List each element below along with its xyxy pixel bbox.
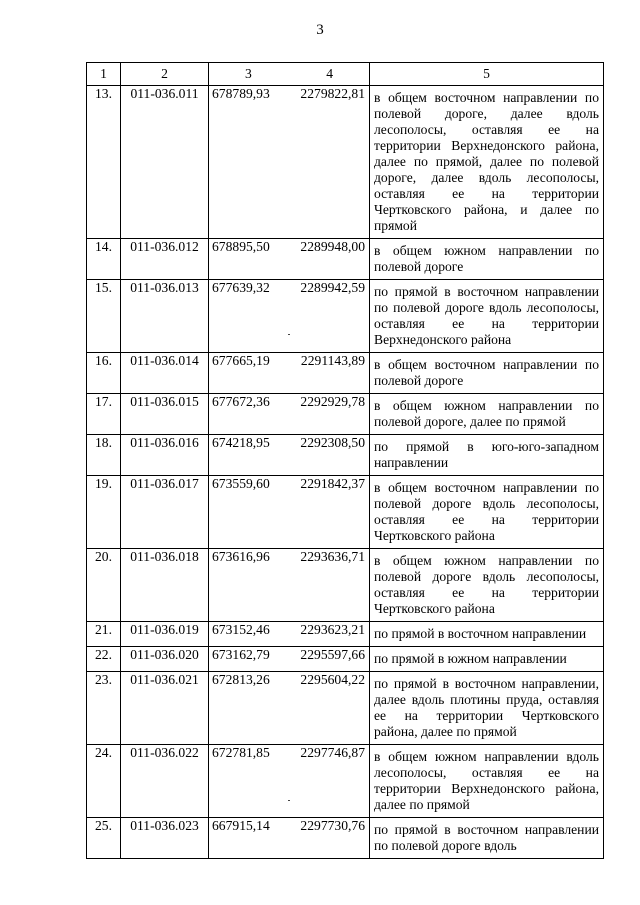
point-code: 011-036.023 bbox=[121, 818, 209, 859]
coordinate-x: 673152,46 bbox=[212, 622, 270, 637]
coordinate-x: 673559,60 bbox=[212, 476, 270, 491]
row-number: 25. bbox=[87, 818, 121, 859]
coordinates-cell bbox=[209, 549, 370, 622]
table-row bbox=[87, 647, 604, 672]
boundary-points-table bbox=[86, 62, 604, 859]
description-text: в общем южном направлении вдоль лесополосы, оставляя ее на территории Верхнедонского района, далее по прямой bbox=[374, 749, 599, 812]
table-row bbox=[87, 239, 604, 280]
description-text: по прямой в восточном направлении bbox=[374, 626, 587, 641]
table-row bbox=[87, 745, 604, 818]
coordinate-y: 2292929,78 bbox=[300, 394, 365, 409]
coordinates-cell bbox=[209, 239, 370, 280]
point-code: 011-036.020 bbox=[121, 647, 209, 672]
page-number: 3 bbox=[316, 22, 324, 38]
description-text: по прямой в восточном направлении, далее вдоль плотины пруда, оставляя ее на территории Чертковского района, далее по прямой bbox=[374, 676, 599, 739]
boundary-description bbox=[370, 86, 604, 239]
coordinate-y: 2297746,87 bbox=[300, 745, 365, 760]
description-text: в общем южном направлении по полевой дороге вдоль лесополосы, оставляя ее на территории Чертковского района bbox=[374, 553, 599, 616]
coordinates-cell bbox=[209, 86, 370, 239]
point-code: 011-036.022 bbox=[121, 745, 209, 818]
coordinate-y: 2293623,21 bbox=[300, 622, 365, 637]
boundary-description bbox=[370, 818, 604, 859]
boundary-description bbox=[370, 435, 604, 476]
coordinate-y: 2297730,76 bbox=[300, 818, 365, 833]
boundary-description bbox=[370, 622, 604, 647]
row-number: 21. bbox=[87, 622, 121, 647]
row-number: 22. bbox=[87, 647, 121, 672]
coordinates-cell bbox=[209, 394, 370, 435]
coordinate-y: 2295597,66 bbox=[300, 647, 365, 662]
coordinate-x: 677665,19 bbox=[212, 353, 270, 368]
description-text: по прямой в юго-юго-западном направлении bbox=[374, 439, 599, 470]
point-code: 011-036.018 bbox=[121, 549, 209, 622]
point-code: 011-036.016 bbox=[121, 435, 209, 476]
row-number: 16. bbox=[87, 353, 121, 394]
row-number: 15. bbox=[87, 280, 121, 353]
coordinate-x: 678895,50 bbox=[212, 239, 270, 254]
column-header-2: 2 bbox=[121, 63, 209, 86]
coordinate-y: 2279822,81 bbox=[300, 86, 365, 101]
coordinate-x: 673162,79 bbox=[212, 647, 270, 662]
table-row bbox=[87, 435, 604, 476]
scan-speck bbox=[288, 334, 290, 335]
coordinates-cell bbox=[209, 435, 370, 476]
boundary-description bbox=[370, 672, 604, 745]
description-text: в общем восточном направлении по полевой дороге вдоль лесополосы, оставляя ее на территории Чертковского района bbox=[374, 480, 599, 543]
row-number: 24. bbox=[87, 745, 121, 818]
column-header-1: 1 bbox=[87, 63, 121, 86]
coordinate-x: 678789,93 bbox=[212, 86, 270, 101]
column-header-3-4 bbox=[209, 63, 370, 86]
coordinates-cell bbox=[209, 745, 370, 818]
coordinate-x: 672781,85 bbox=[212, 745, 270, 760]
coordinates-cell bbox=[209, 672, 370, 745]
point-code: 011-036.015 bbox=[121, 394, 209, 435]
coordinates-cell bbox=[209, 647, 370, 672]
description-text: по прямой в восточном направлении по полевой дороге вдоль лесополосы, оставляя ее на территории Верхнедонского района bbox=[374, 284, 599, 347]
description-text: по прямой в восточном направлении по полевой дороге вдоль bbox=[374, 822, 599, 853]
row-number: 19. bbox=[87, 476, 121, 549]
description-text: в общем южном направлении по полевой дороге bbox=[374, 243, 599, 274]
column-header-5: 5 bbox=[370, 63, 604, 86]
row-number: 23. bbox=[87, 672, 121, 745]
table-row bbox=[87, 394, 604, 435]
table-row bbox=[87, 476, 604, 549]
point-code: 011-036.017 bbox=[121, 476, 209, 549]
boundary-description bbox=[370, 476, 604, 549]
description-text: в общем южном направлении по полевой дороге, далее по прямой bbox=[374, 398, 599, 429]
coordinates-cell bbox=[209, 353, 370, 394]
boundary-description bbox=[370, 745, 604, 818]
boundary-description bbox=[370, 353, 604, 394]
point-code: 011-036.021 bbox=[121, 672, 209, 745]
description-text: в общем восточном направлении по полевой дороге, далее вдоль лесополосы, оставляя ее на территории Верхнедонского района, далее по прямой, далее по полевой дороге, далее вдоль лесополосы, оставляя ее на территории Чертковского района, и далее по прямой bbox=[374, 90, 599, 233]
row-number: 17. bbox=[87, 394, 121, 435]
coordinate-y: 2289942,59 bbox=[300, 280, 365, 295]
row-number: 13. bbox=[87, 86, 121, 239]
coordinates-cell bbox=[209, 818, 370, 859]
table-row bbox=[87, 86, 604, 239]
scan-speck bbox=[288, 800, 290, 801]
point-code: 011-036.019 bbox=[121, 622, 209, 647]
table-row bbox=[87, 672, 604, 745]
boundary-description bbox=[370, 647, 604, 672]
coordinate-x: 677639,32 bbox=[212, 280, 270, 295]
table-body bbox=[87, 86, 604, 859]
coordinate-y: 2293636,71 bbox=[300, 549, 365, 564]
boundary-description bbox=[370, 549, 604, 622]
boundary-description bbox=[370, 239, 604, 280]
coordinate-y: 2291842,37 bbox=[300, 476, 365, 491]
boundary-description bbox=[370, 280, 604, 353]
coordinates-cell bbox=[209, 280, 370, 353]
coordinates-cell bbox=[209, 476, 370, 549]
coordinate-y: 2295604,22 bbox=[300, 672, 365, 687]
coordinate-y: 2292308,50 bbox=[300, 435, 365, 450]
table-row bbox=[87, 353, 604, 394]
coordinate-x: 672813,26 bbox=[212, 672, 270, 687]
point-code: 011-036.013 bbox=[121, 280, 209, 353]
table-row bbox=[87, 818, 604, 859]
table-header-row bbox=[87, 63, 604, 86]
column-header-4: 4 bbox=[326, 66, 333, 81]
coordinate-x: 677672,36 bbox=[212, 394, 270, 409]
point-code: 011-036.014 bbox=[121, 353, 209, 394]
table-row bbox=[87, 622, 604, 647]
coordinate-x: 667915,14 bbox=[212, 818, 270, 833]
row-number: 20. bbox=[87, 549, 121, 622]
coordinate-x: 674218,95 bbox=[212, 435, 270, 450]
coordinate-y: 2291143,89 bbox=[300, 353, 365, 368]
table-row bbox=[87, 549, 604, 622]
boundary-description bbox=[370, 394, 604, 435]
row-number: 14. bbox=[87, 239, 121, 280]
row-number: 18. bbox=[87, 435, 121, 476]
description-text: по прямой в южном направлении bbox=[374, 651, 567, 666]
point-code: 011-036.011 bbox=[121, 86, 209, 239]
coordinate-y: 2289948,00 bbox=[300, 239, 365, 254]
point-code: 011-036.012 bbox=[121, 239, 209, 280]
coordinates-cell bbox=[209, 622, 370, 647]
column-header-3: 3 bbox=[245, 66, 252, 81]
coordinate-x: 673616,96 bbox=[212, 549, 270, 564]
table-row bbox=[87, 280, 604, 353]
description-text: в общем восточном направлении по полевой дороге bbox=[374, 357, 599, 388]
